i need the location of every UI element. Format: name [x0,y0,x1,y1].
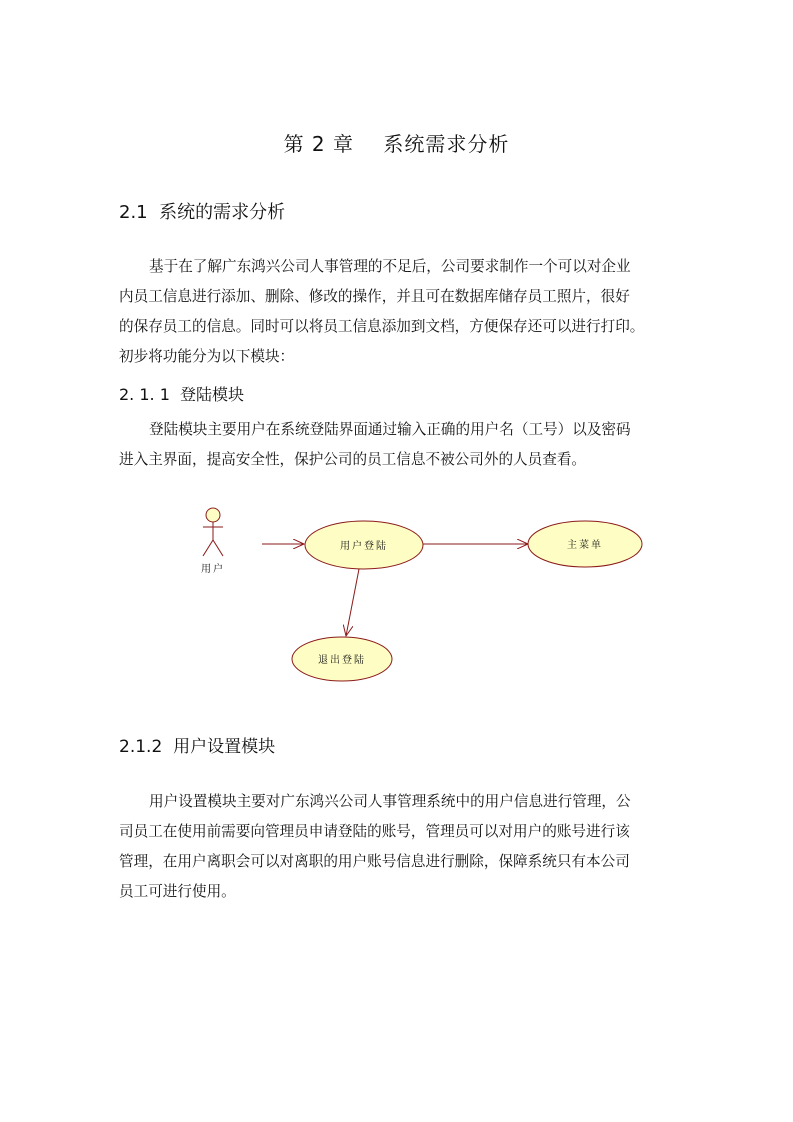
paragraph-line: 用户设置模块主要对广东鸿兴公司人事管理系统中的用户信息进行管理，公 [149,793,631,810]
usecase-menu-label: 主菜单 [567,540,603,551]
paragraph-line: 进入主界面，提高安全性，保护公司的员工信息不被公司外的人员查看。 [119,451,587,468]
actor-head [206,508,220,522]
actor-right-leg [213,540,223,556]
chapter-title: 第 2 章 系统需求分析 [283,132,510,156]
usecase-login-label: 用户登陆 [340,541,388,552]
paragraph-line: 初步将功能分为以下模块： [119,348,295,365]
paragraph-line: 内员工信息进行添加、删除、修改的操作，并且可在数据库储存员工照片，很好 [119,288,630,305]
paragraph-line: 司员工在使用前需要向管理员申请登陆的账号，管理员可以对用户的账号进行该 [119,823,630,840]
paragraph-line: 登陆模块主要用户在系统登陆界面通过输入正确的用户名（工号）以及密码 [149,421,631,438]
paragraph-line: 基于在了解广东鸿兴公司人事管理的不足后，公司要求制作一个可以对企业 [149,258,631,275]
section-2-1-2-paragraph [119,787,675,907]
actor-label: 用户 [201,564,225,575]
actor-figure [203,508,223,556]
section-2-1-heading: 2.1 系统的需求分析 [119,202,286,223]
paragraph-line: 的保存员工的信息。同时可以将员工信息添加到文档，方便保存还可以进行打印。 [119,318,645,335]
paragraph-line: 管理，在用户离职会可以对离职的用户账号信息进行删除，保障系统只有本公司 [119,853,630,870]
usecase-logout-label: 退出登陆 [318,655,366,666]
paragraph-line: 员工可进行使用。 [119,883,236,900]
section-2-1-1-heading: 2. 1. 1 登陆模块 [119,385,245,404]
login-to-logout-arrow [346,569,359,636]
section-2-1-2-heading: 2.1.2 用户设置模块 [119,737,276,757]
actor-left-leg [203,540,213,556]
